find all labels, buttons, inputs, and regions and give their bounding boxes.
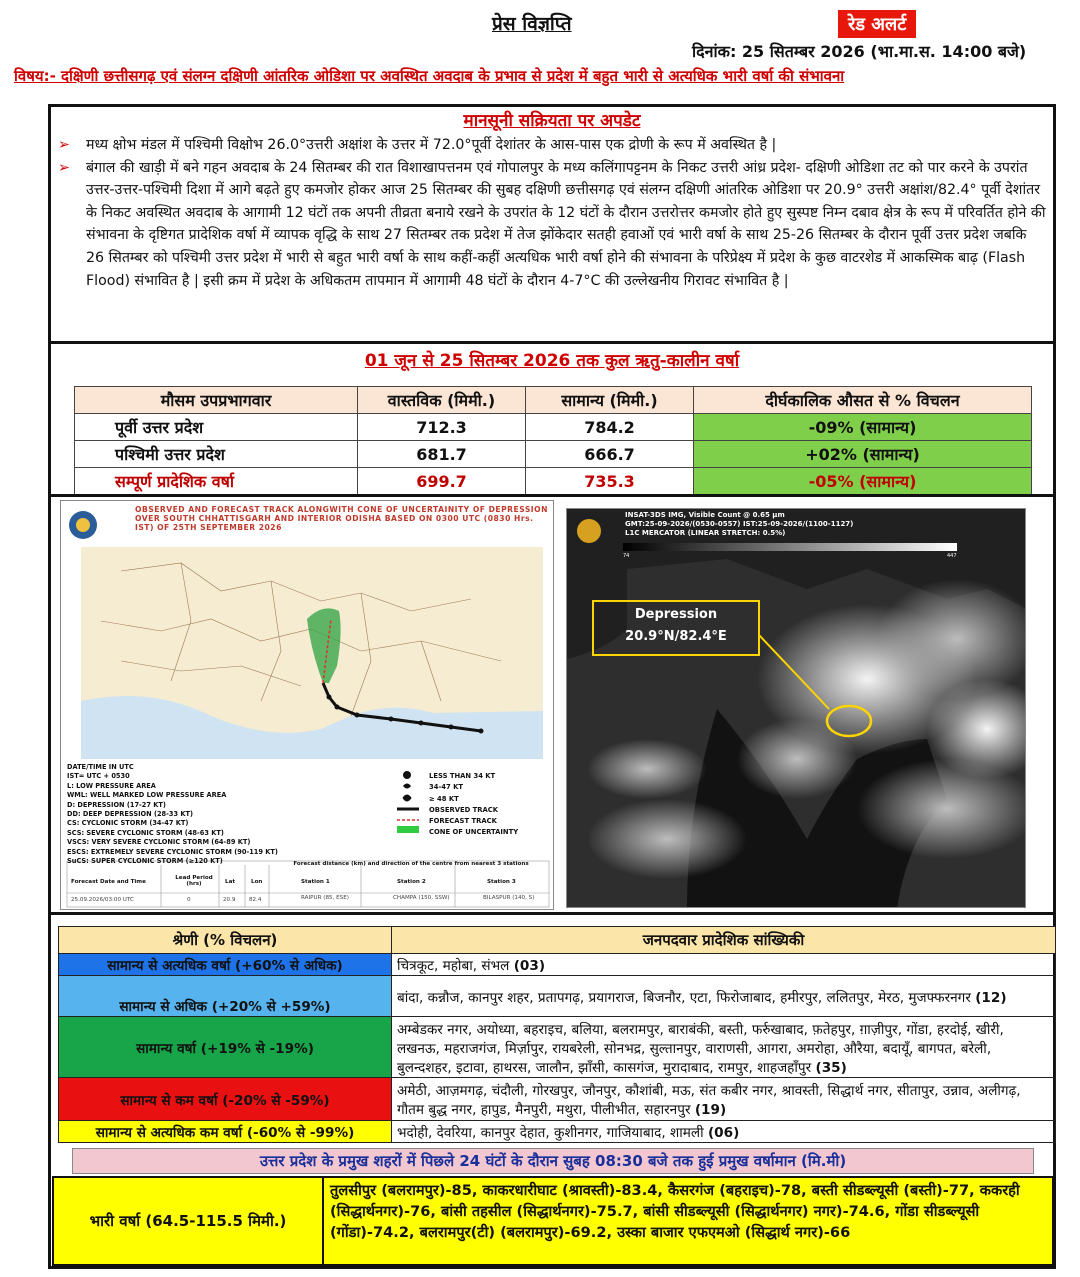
brightness-scale (623, 543, 957, 551)
section-divider (48, 341, 1056, 344)
table-row: सामान्य से कम वर्षा (-20% से -59%) अमेठी, आज़मगढ़, चंदौली, गोरखपुर, जौनपुर, कौशांबी, मऊ, संत कबीर नगर, श्रावस्ती, सिद्धार्थ नगर, सीतापुर, उन्नाव, अलीगढ़, गौतम बुद्ध नगर, हापुड, मैनपुरी, मथुरा, पीलीभीत, सहारनपुर (19) (59, 1078, 1056, 1121)
imd-logo-icon (577, 519, 601, 543)
table-row: सामान्य से अत्यधिक कम वर्षा (-60% से -99%) भदोही, देवरिया, कानपुर देहात, कुशीनगर, गाजियाबाद, शामली (06) (59, 1121, 1056, 1143)
monsoon-bullets (58, 134, 1048, 292)
table-row: पूर्वी उत्तर प्रदेश 712.3 784.2 -09% (सामान्य) (75, 414, 1032, 441)
seasonal-rainfall-table (74, 386, 1032, 495)
cloud-mass (587, 739, 707, 799)
satellite-header: INSAT-3DS IMG, Visible Count @ 0.65 µm GMT:25-09-2026/(0530-0557) IST:25-09-2026/(1100-1127) L1C MERCATOR (LINEAR STRETCH: 0.5%) (625, 511, 854, 537)
table-row: पश्चिमी उत्तर प्रदेश 681.7 666.7 +02% (सामान्य) (75, 441, 1032, 468)
table-header-row: मौसम उपप्रभागवार वास्तविक (मिमी.) सामान्य (मिमी.) दीर्घकालिक औसत से % विचलन (75, 387, 1032, 414)
map-heading: OBSERVED AND FORECAST TRACK ALONGWITH CONE OF UNCERTAINITY OF DEPRESSION OVER SOUTH CHHATTISGARH AND INTERIOR ODISHA BASED ON 0300 UTC (0830 Hrs. IST) OF 25TH SEPTEMBER 2026 (135, 505, 548, 533)
satellite-image (567, 509, 1026, 908)
bullet-point-2: ➢ बंगाल की खाड़ी में बने गहन अवदाब के 24 सितम्बर की रात विशाखापत्तनम एवं गोपालपुर के मध्य कलिंगापट्टनम के निकट उत्तरी आंध्र प्रदेश- दक्षिणी ओडिशा तट को पार करने के उपरांत उत्तर-उत्तर-पश्चिमी दिशा में आगे बढ़ते हुए कमजोर होकर आज 25 सितम्बर की सुबह दक्षिणी छत्तीसगढ़ एवं संलग्न दक्षिणी आंतरिक ओडिशा पर 20.9° उत्तरी अक्षांश/82.4° पूर्वी देशांतर के निकट अवस्थित अवदाब के आगामी 12 घंटों तक अपनी तीव्रता बनाये रखने के उपरांत के 12 घंटों के दौरान उत्तरोत्तर कमजोर होते हुए सुस्पष्ट निम्न दबाव क्षेत्र के रूप में परिवर्तित होने की संभावना के दृष्टिगत प्रादेशिक वर्षा में व्यापक वृद्धि के साथ 27 सितम्बर तक प्रदेश में तेज झोंकेदार सतही हवाओं एवं भारी वर्षा के साथ 25-26 सितम्बर के दौरान पूर्वी उत्तर प्रदेश जबकि 26 सितम्बर को पश्चिमी उत्तर प्रदेश में भारी से बहुत भारी वर्षा के साथ कहीं-कहीं अत्यधिक भारी वर्षा होने की संभावना के परिप्रेक्ष्य में प्रदेश के कुछ वाटरशेड में आकस्मिक बाढ़ (Flash Flood) संभावित है | इसी क्रम में प्रदेश के अधिकतम तापमान में आगामी 48 घंटों के दौरान 4-7°C की उल्लेखनीय गिरावट संभावित है | (58, 157, 1048, 293)
arrow-bullet-icon: ➢ (58, 137, 70, 153)
legend-symbols (397, 771, 419, 833)
track-map-panel (60, 500, 554, 910)
red-alert-badge: रेड अलर्ट (838, 10, 916, 38)
table-row: सामान्य से अधिक (+20% से +59%) बांदा, कन्नौज, कानपुर शहर, प्रतापगढ़, प्रयागराज, बिजनौर, एटा, फिरोजाबाद, हमीरपुर, ललितपुर, मेरठ, मुजफ्फरनगर (12) (59, 976, 1056, 1017)
table-header-row: श्रेणी (% विचलन) जनपदवार प्रादेशिक सांख्यिकी (59, 927, 1056, 954)
forecast-caption: Forecast distance (km) and direction of the centre from nearest 3 stations (293, 861, 529, 867)
table-row: सामान्य वर्षा (+19% से -19%) अम्बेडकर नगर, अयोध्या, बहराइच, बलिया, बलरामपुर, बाराबंकी, बस्ती, फर्रुखाबाद, फ़तेहपुर, ग़ाज़ीपुर, गोंडा, हरदोई, खीरी, लखनऊ, महराजगंज, मिर्ज़ापुर, रायबरेली, सोनभद्र, सुल्तानपुर, वाराणसी, आगरा, अमरोहा, औरैया, बदायूँ, बागपत, बरेली, बुलन्दशहर, इटावा, हाथरस, जालौन, झाँसी, कासगंज, मुरादाबाद, रामपुर, शाहजहाँपुर (35) (59, 1017, 1056, 1078)
table-row: सामान्य से अत्यधिक वर्षा (+60% से अधिक) चित्रकूट, महोबा, संभल (03) (59, 954, 1056, 976)
press-release-title: प्रेस विज्ञप्ति (492, 13, 572, 35)
seasonal-rainfall-title: 01 जून से 25 सितम्बर 2026 तक कुल ऋतु-कालीन वर्षा (364, 351, 740, 371)
imd-logo-center (76, 518, 90, 532)
monsoon-update-title: मानसूनी सक्रियता पर अपडेट (463, 111, 641, 131)
section-divider (48, 912, 1056, 915)
callout-coordinates: 20.9°N/82.4°E (625, 629, 727, 644)
heavy-rainfall-stations: तुलसीपुर (बलरामपुर)-85, काकरधारीघाट (श्रावस्ती)-83.4, कैसरगंज (बहराइच)-78, बस्ती सीडब्ल्यूसी (बस्ती)-77, ककरही (सिद्धार्थनगर)-76, बांसी तहसील (सिद्धार्थनगर)-75.7, बांसी सीडब्ल्यूसी (सिद्धार्थनगर) नगर)-74.6, गोंडा सीडब्ल्यूसी (गोंडा)-74.2, बलरामपुर(टी) (बलरामपुर)-69.2, उस्का बाजार एफएमओ (सिद्धार्थ नगर)-66 (330, 1182, 1020, 1241)
callout-title: Depression (634, 607, 718, 622)
cloud-mass (587, 799, 747, 879)
cities-rainfall-title: उत्तर प्रदेश के प्रमुख शहरों में पिछले 24 घंटों के दौरान सुबह 08:30 बजे तक हुई प्रमुख वर्षामान (मि.मी) (72, 1148, 1034, 1174)
subject-line: विषय:- दक्षिणी छत्तीसगढ़ एवं संलग्न दक्षिणी आंतरिक ओडिशा पर अवस्थित अवदाब के प्रभाव से प्रदेश में बहुत भारी से अत्यधिक भारी वर्षा की संभावना (14, 67, 845, 85)
table-row-total: सम्पूर्ण प्रादेशिक वर्षा 699.7 735.3 -05% (सामान्य) (75, 468, 1032, 495)
release-date: दिनांक: 25 सितम्बर 2026 (भा.मा.स. 14:00 बजे) (692, 42, 1027, 61)
scale-min-label: 74 (623, 553, 630, 559)
cloud-mass (737, 719, 857, 799)
arrow-bullet-icon: ➢ (58, 159, 70, 176)
heavy-rainfall-box (52, 1176, 1054, 1266)
map-legend-right: LESS THAN 34 KT 34-47 KT ≥ 48 KT OBSERVED TRACK FORECAST TRACK CONE OF UNCERTAINTY (429, 772, 519, 837)
district-category-table (58, 926, 1056, 1143)
bullet-point-1: ➢ मध्य क्षोभ मंडल में पश्चिमी विक्षोभ 26.0°उत्तरी अक्षांश के उत्तर में 72.0°पूर्वी देशांतर के आस-पास एक द्रोणी के रूप में अवस्थित है | (58, 134, 1048, 157)
forecast-table-header: Forecast Date and Time Lead Period (hrs) Lat Lon Station 1 Station 2 Station 3 (71, 875, 516, 887)
heavy-rainfall-label: भारी वर्षा (64.5-115.5 मिमी.) (54, 1178, 324, 1264)
map-legend-left: DATE/TIME IN UTC IST= UTC + 0530 L: LOW PRESSURE AREA WML: WELL MARKED LOW PRESSURE AREA D: DEPRESSION (17-27 KT) DD: DEEP DEPRESSION (28-33 KT) CS: CYCLONIC STORM (34-47 KT) SCS: SEVERE CYCLONIC STORM (48-63 KT) VSCS: VERY SEVERE CYCLONIC STORM (64-89 KT) ESCS: EXTREMELY SEVERE CYCLONIC STORM (90-119 KT) SuCS: SUPER CYCLONIC STORM (≥120 KT) (67, 763, 278, 866)
scale-max-label: 447 (947, 553, 957, 559)
forecast-table-row: 25.09.2026/03:00 UTC 0 20.9 82.4 RAIPUR (85, ESE) CHAMPA (150, SSW) BILASPUR (140, S) (71, 895, 535, 903)
satellite-image-panel (566, 508, 1026, 908)
section-divider (48, 494, 1056, 497)
